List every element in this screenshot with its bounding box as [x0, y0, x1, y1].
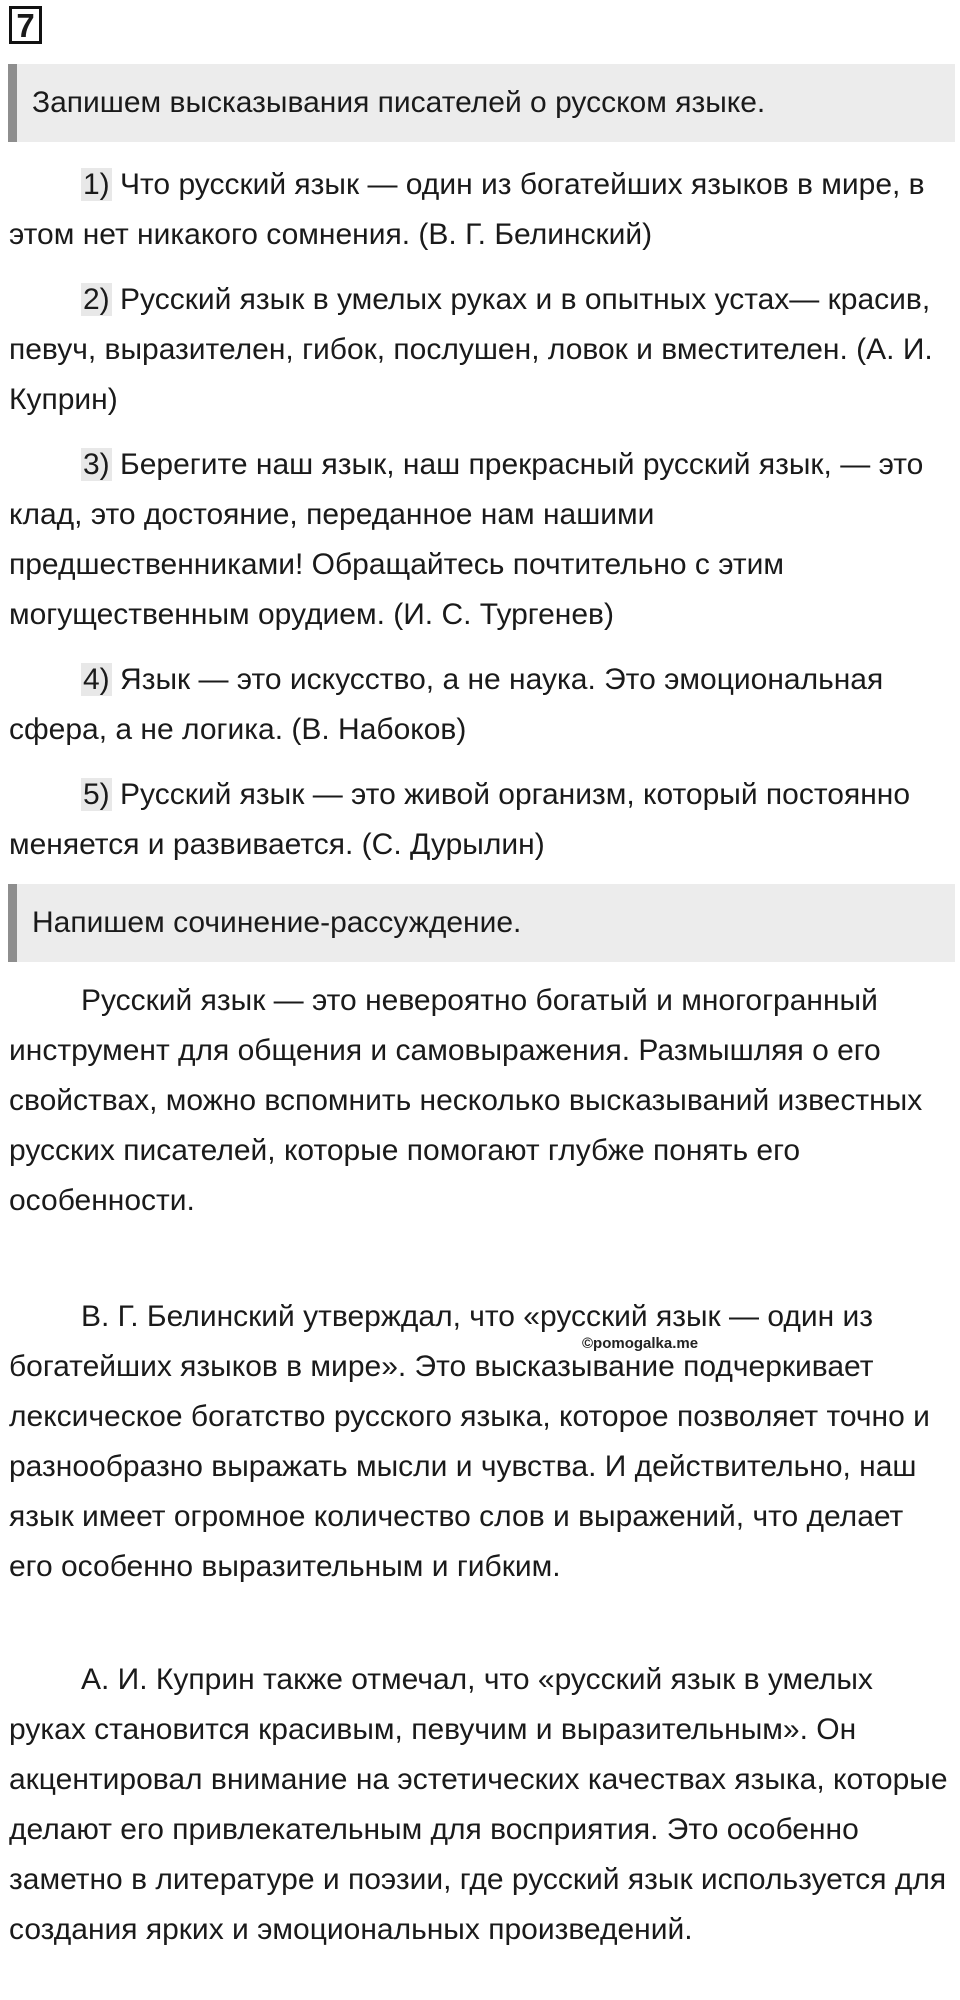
- section-header-essay: Напишем сочинение-рассуждение.: [8, 884, 955, 962]
- quote-number: 2): [83, 283, 110, 316]
- quote-text: Язык — это искусство, а не наука. Это эмоциональная сфера, а не логика. (В. Набоков): [9, 663, 884, 746]
- quote-item: [9, 655, 949, 755]
- quote-number: 3): [83, 448, 110, 481]
- quote-item: [9, 160, 949, 260]
- essay-paragraph: Русский язык — это невероятно богатый и многогранный инструмент для общения и самовыражения. Размышляя о его свойствах, можно вспомнить несколько высказываний известных русских писателей, которые помогают глубже понять его особенности.: [9, 984, 923, 1217]
- quote-text: Что русский язык — один из богатейших языков в мире, в этом нет никакого сомнения. (В. Г. Белинский): [9, 168, 925, 251]
- watermark: ©pomogalka.me: [582, 1335, 699, 1352]
- quote-text: Русский язык в умелых руках и в опытных устах— красив, певуч, выразителен, гибок, послушен, ловок и вместителен. (А. И. Куприн): [9, 283, 933, 416]
- quote-item: [9, 440, 949, 640]
- section-header-quotes: Запишем высказывания писателей о русском языке.: [8, 64, 955, 142]
- quote-number: 1): [83, 168, 110, 201]
- quote-number: 5): [83, 778, 110, 811]
- essay-paragraph: А. И. Куприн также отмечал, что «русский язык в умелых руках становится красивым, певучим и выразительным». Он акцентировал внимание на эстетических качествах языка, которые делают его привлекательным для восприятия. Это особенно заметно в литературе и поэзии, где русский язык используется для создания ярких и эмоциональных произведений.: [9, 1663, 948, 1946]
- task-number-badge: 7: [9, 6, 42, 44]
- essay-paragraph: В. Г. Белинский утверждал, что «русский язык — один из богатейших языков в мире». Это высказывание подчеркивает лексическое богатство русского языка, которое позволяет точно и разнообразно выражать мысли и чувства. И действительно, наш язык имеет огромное количество слов и выражений, что делает его особенно выразительным и гибким.: [9, 1300, 930, 1583]
- quote-text: Русский язык — это живой организм, который постоянно меняется и развивается. (С. Дурылин): [9, 778, 911, 861]
- quote-item: [9, 770, 949, 870]
- quote-item: [9, 275, 949, 425]
- quote-number: 4): [83, 663, 110, 696]
- quote-text: Берегите наш язык, наш прекрасный русский язык, — это клад, это достояние, переданное нам нашими предшественниками! Обращайтесь почтительно с этим могущественным орудием. (И. С. Тургенев): [9, 448, 924, 631]
